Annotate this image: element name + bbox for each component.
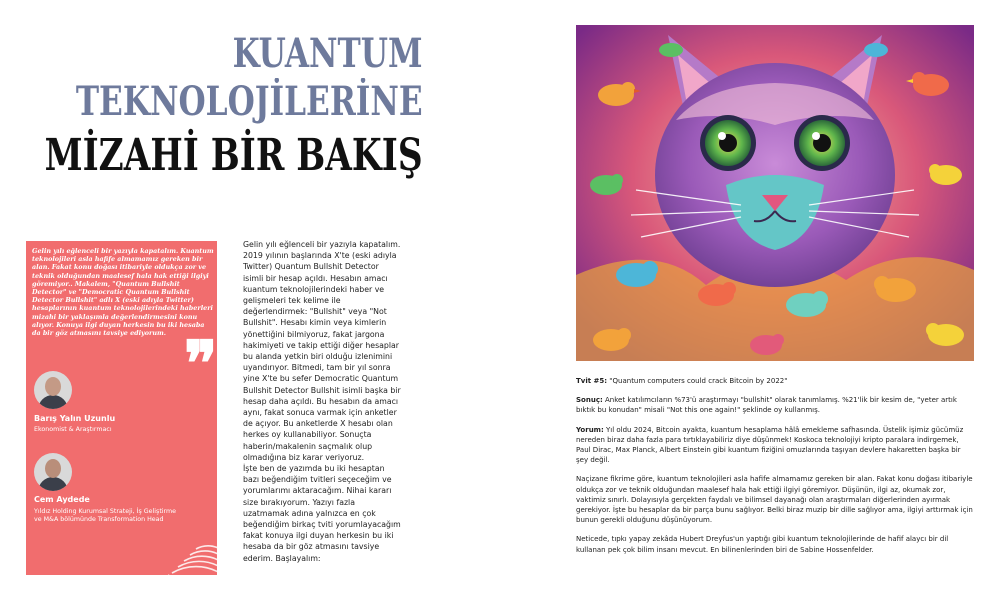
article-paragraph-1: Gelin yılı eğlenceli bir yazıyla kapatalım. 2019 yılının başlarında X'te (eski adıyla Twitter) Quantum Bullshit Detector isimli bir hesap açıldı. Hesabın amacı kuantum teknolojilerindeki haber ve gelişmeleri tek kelime ile değerlendirmek: "Bullshit" veya "Not Bullshit". Hesabı kimin veya kimlerin yönettiğini bilmiyoruz, fakat jargona hakimiyeti ve takip ettiği diğer hesaplar bu alanda yetkin biri olduğu izlenimini uyandırıyor. Bitmedi, tam bir yıl sonra yine X'te bu sefer Democratic Quantum Bullshit Detector Bullshit isimli başka bir hesap daha açıldı. Bu hesabın da amacı aynı, fakat sonuca varmak için anketler de açıyor. Bu anketlerde X hesabı olan herkes oy kullanabiliyor. Sonuçta haberin/makalenin saçmalık olup olmadığına biz karar veriyoruz.	[243, 240, 401, 462]
tweet-text: "Quantum computers could crack Bitcoin by 2022"	[609, 377, 788, 385]
tweet-label: Tvit #5:	[576, 377, 608, 385]
right-paragraph-4: Neticede, tıpkı yapay zekâda Hubert Dreyfus'un yaptığı gibi kuantum teknolojilerinde de hafif alaycı bir dil kullanan pek çok bilim insanı mevcut. En bilinenlerinden biri de Sabine Hossenfelder.	[576, 535, 949, 554]
tweet-paragraph	[576, 376, 974, 386]
comment-label: Yorum:	[576, 425, 604, 434]
right-column	[576, 376, 974, 564]
right-paragraph-3: Naçizane fikrime göre, kuantum teknolojileri asla hafife almamamız gereken bir alan. Fakat konu doğası itibariyle oldukça zor ve teknik olduğundan maalesef hala hak ettiği ilgiyi göremiyor. Düşünün, ilgi az, okumak zor, vaktimiz sınırlı. Dolayısıyla gerçekten faydalı ve bilimsel dayanağı olan araştırmaları diğerlerinden ayırmak gerekiyor. İşte bu hesaplar da bir parça bunu sağlıyor. Belki biraz muzip bir dille sağlıyor ama, ilgiyi arttırmak için bunun gerekli olduğunu düşünüyorum.	[576, 475, 973, 525]
title-line-1: KUANTUM	[233, 30, 423, 77]
article-paragraph-2: İşte ben de yazımda bu iki hesaptan bazı beğendiğim tvitleri seçeceğim ve yorumlarımı aktaracağım. Nihai kararı size bırakıyorum. Yazıyı fazla uzatmamak adına yalnızca en çok beğendiğim birkaç tviti yorumlayacağım fakat konuya ilgi duyan herkesin bu iki hesaba da bir göz atmasını tavsiye ederim. Başlayalım:	[243, 464, 401, 563]
author-name-2: Cem Aydede	[34, 495, 90, 504]
comment-text: Yıl oldu 2024, Bitcoin ayakta, kuantum hesaplama hâlâ emekleme safhasında. Üstelik işimiz gücümüz nereden biraz daha fazla para tırtıklayabiliriz diye düşünmek! Koskoca teknolojiyi kripto paralara indirgemek, Paul Dirac, Max Planck, Albert Einstein gibi kuantum fiziğini omuzlarında taşıyan devlere hakaretten başka bir şey değil.	[576, 425, 964, 465]
author-title-2: Yıldız Holding Kurumsal Strateji, İş Geliştirme ve M&A bölümünde Transformation Head	[34, 508, 177, 523]
cat-illustration	[576, 25, 974, 361]
author-sidebar	[26, 241, 217, 575]
decorative-arcs	[130, 511, 217, 575]
author-title-1: Ekonomist & Araştırmacı	[34, 426, 112, 433]
result-paragraph	[576, 395, 974, 415]
result-text: Anket katılımcıların %73'ü araştırmayı "bullshit" olarak tanımlamış. %21'lik bir kesim de, "yeter artık bıktık bu konudan" misali "Not this one again!" şeklinde oy kullanmış.	[576, 396, 957, 415]
comment-paragraph	[576, 425, 974, 466]
title-line-2: TEKNOLOJİLERİNE	[76, 78, 423, 125]
article-body	[243, 239, 401, 564]
avatar	[34, 453, 72, 491]
author-name-1: Barış Yalın Uzunlu	[34, 414, 116, 423]
result-label: Sonuç:	[576, 396, 603, 405]
quote-icon: ❞	[184, 327, 217, 400]
title-line-3: MİZAHİ BİR BAKIŞ	[45, 130, 423, 181]
avatar	[34, 371, 72, 409]
sidebar-intro: Gelin yılı eğlenceli bir yazıyla kapatalım. Kuantum teknolojileri asla hafife almamamız gereken bir alan. Fakat konu doğası itibariyle oldukça zor ve teknik olduğundan maalesef hala hak ettiği ilgiyi göremiyor.. Makalem, "Quantum Bullshit Detector" ve "Democratic Quantum Bullshit Detector Bullshit" adlı X (eski adıyla Twitter) hesaplarının kuantum teknolojilerindeki haberleri mizahi bir yaklaşımla değerlendirmesini konu alıyor. Konuya ilgi duyan herkesin bu iki hesaba da bir göz atmasını tavsiye ediyorum.	[32, 247, 214, 338]
